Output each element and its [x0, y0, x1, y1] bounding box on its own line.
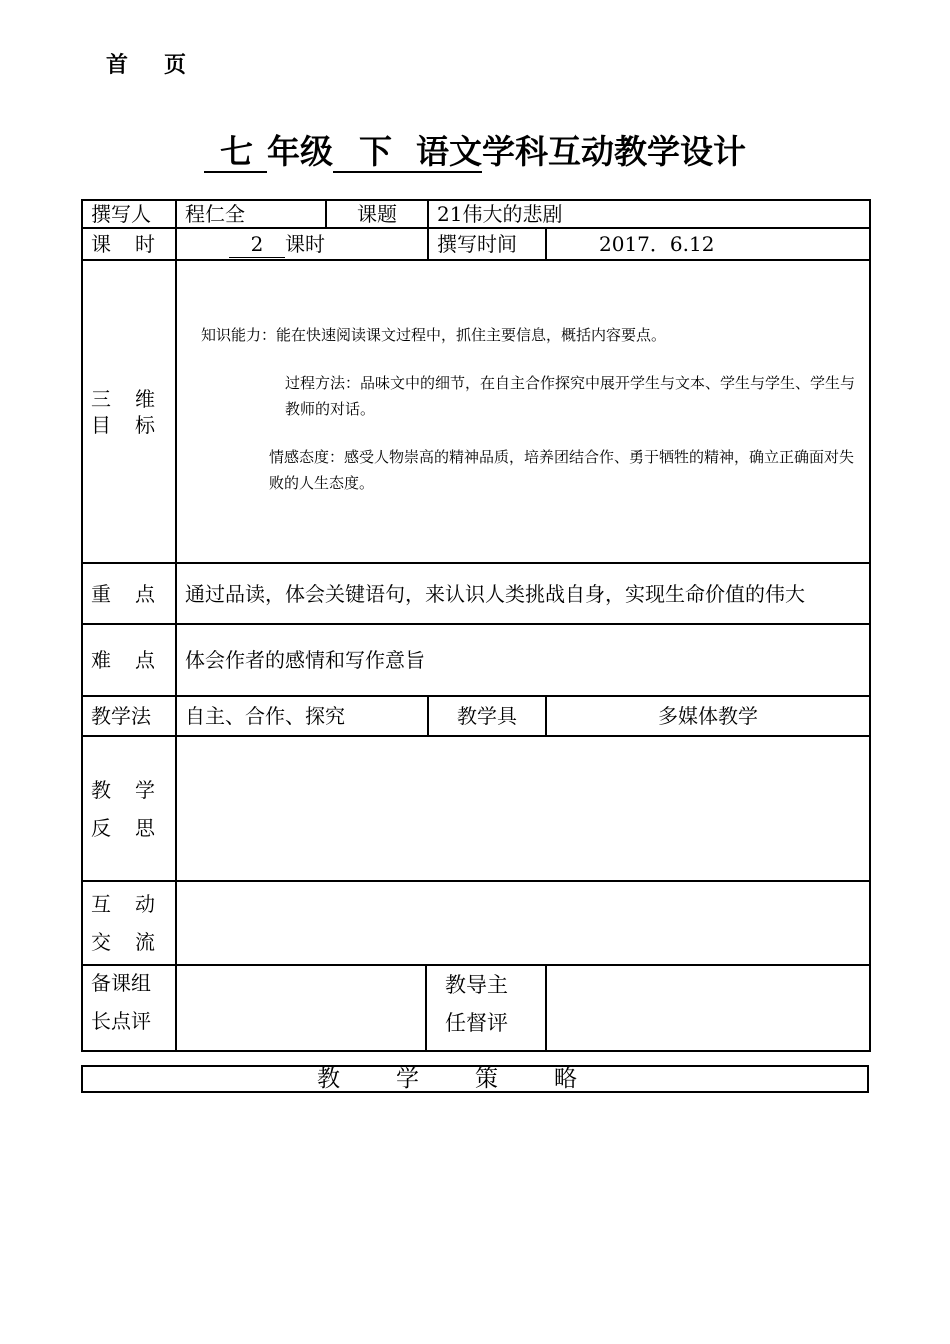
hours-value: 2	[229, 231, 285, 258]
title-grade: 七	[204, 133, 267, 173]
lesson-plan-table	[81, 199, 871, 1052]
key-point-label: 重 点	[82, 563, 176, 624]
hours-label: 课 时	[82, 228, 176, 260]
title-rest: 学科互动教学设计	[482, 132, 746, 171]
tools-label: 教学具	[428, 696, 546, 736]
tools-value: 多媒体教学	[546, 696, 870, 736]
page-title	[0, 126, 950, 173]
title-grade-suffix: 年级	[267, 132, 333, 171]
topic-label: 课题	[326, 200, 428, 228]
reflection-label: 教 学 反 思	[82, 736, 176, 881]
leader-review-content	[177, 966, 425, 1050]
title-subject: 语文	[416, 132, 482, 171]
reflection-content	[176, 736, 870, 881]
leader-review-split	[176, 965, 546, 1051]
goal-emotion: 情感态度：感受人物崇高的精神品质，培养团结合作、勇于牺牲的精神，确立正确面对失败的人生态度。	[269, 447, 855, 492]
leader-review-label: 备课组 长点评	[82, 965, 176, 1051]
goal-process: 过程方法：品味文中的细节，在自主合作探究中展开学生与文本、学生与学生、学生与教师的对话。	[285, 373, 856, 418]
strategy-label: 教学策略	[82, 1066, 868, 1092]
written-time-label: 撰写时间	[428, 228, 546, 260]
hours-unit: 课时	[285, 231, 325, 256]
key-point-value: 通过品读，体会关键语句，来认识人类挑战自身，实现生命价值的伟大	[176, 563, 870, 624]
director-review-label: 教导主 任督评	[425, 966, 545, 1050]
goals-content	[176, 260, 870, 563]
difficulty-value: 体会作者的感情和写作意旨	[176, 624, 870, 696]
goal-knowledge: 知识能力：能在快速阅读课文过程中，抓住主要信息，概括内容要点。	[201, 325, 667, 344]
goals-label: 三 维 目 标	[82, 260, 176, 563]
interaction-content	[176, 881, 870, 965]
author-value: 程仁全	[176, 200, 326, 228]
page-header	[106, 48, 188, 79]
hours-value-cell	[176, 228, 428, 260]
title-term: 下	[333, 133, 416, 173]
author-label: 撰写人	[82, 200, 176, 228]
header-left: 首	[106, 53, 131, 78]
interaction-label: 互 动 交 流	[82, 881, 176, 965]
difficulty-label: 难 点	[82, 624, 176, 696]
method-value: 自主、合作、探究	[176, 696, 428, 736]
strategy-table	[81, 1065, 869, 1093]
written-time-value: 2017．6.12	[546, 228, 870, 260]
topic-value: 21伟大的悲剧	[428, 200, 870, 228]
method-label: 教学法	[82, 696, 176, 736]
header-right: 页	[164, 53, 189, 78]
director-review-content	[546, 965, 870, 1051]
